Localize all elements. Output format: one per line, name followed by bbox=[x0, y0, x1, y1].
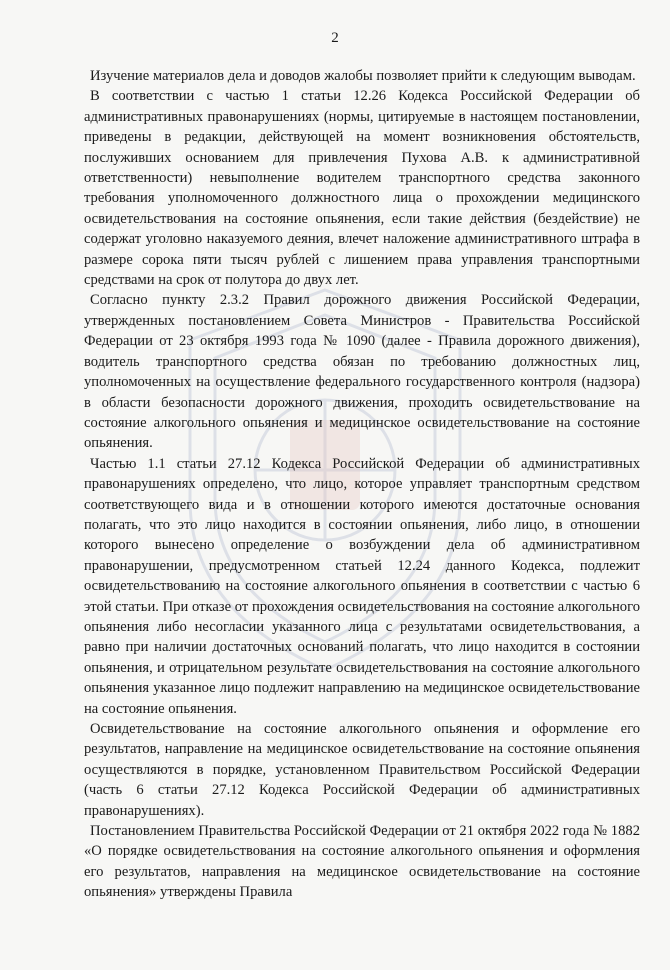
paragraph-6: Постановлением Правительства Российской Федерации от 21 октября 2022 года № 1882 «О порядке освидетельствования на состояние алкогольного опьянения и оформления его результатов, направления на медицинское освидетельствование на состояние опьянения» утверждены Правила bbox=[84, 823, 640, 901]
paragraph-1: Изучение материалов дела и доводов жалобы позволяет прийти к следующим выводам. bbox=[90, 68, 636, 84]
page-number: 2 bbox=[331, 30, 339, 46]
paragraph-3: Согласно пункту 2.3.2 Правил дорожного движения Российской Федерации, утвержденных постановлением Совета Министров - Правительства Российской Федерации от 23 октября 1993 года № 1090 (далее - Правила дорожного движения), водитель транспортного средства обязан по требованию должностных лиц, уполномоченных на осуществление федерального государственного контроля (надзора) в области безопасности дорожного движения, проходить освидетельствование на состояние алкогольного опьянения и медицинское освидетельствование на состояние опьянения. bbox=[84, 292, 640, 452]
paragraph-2: В соответствии с частью 1 статьи 12.26 Кодекса Российской Федерации об административных правонарушениях (нормы, цитируемые в настоящем постановлении, приведены в редакции, действующей на момент возникновения обстоятельств, послуживших основанием для привлечения Пухова А.В. к административной ответственности) невыполнение водителем транспортного средства законного требования уполномоченного должностного лица о прохождении медицинского освидетельствования на состояние опьянения, если такие действия (бездействие) не содержат уголовно наказуемого деяния, влечет наложение административного штрафа в размере сорока пяти тысяч рублей с лишением права управления транспортными средствами на срок от полутора до двух лет. bbox=[84, 88, 640, 289]
paragraph-4: Частью 1.1 статьи 27.12 Кодекса Российской Федерации об административных правонарушениях определено, что лицо, которое управляет транспортным средством соответствующего вида и в отношении которого имеются достаточные основания полагать, что это лицо находится в состоянии опьянения, либо лицо, в отношении которого вынесено определение о возбуждении дела об административном правонарушении, предусмотренном статьей 12.24 данного Кодекса, подлежит освидетельствованию на состояние алкогольного опьянения в соответствии с частью 6 этой статьи. При отказе от прохождения освидетельствования на состояние алкогольного опьянения либо несогласии указанного лица с результатами освидетельствования, а равно при наличии достаточных оснований полагать, что лицо находится в состоянии опьянения, и отрицательном результате освидетельствования на состояние алкогольного опьянения указанное лицо подлежит направлению на медицинское освидетельствование на состояние опьянения. bbox=[84, 455, 640, 717]
paragraph-5: Освидетельствование на состояние алкогольного опьянения и оформление его результатов, направление на медицинское освидетельствование на состояние опьянения осуществляются в порядке, установленном Правительством Российской Федерации (часть 6 статьи 27.12 Кодекса Российской Федерации об административных правонарушениях). bbox=[84, 721, 640, 819]
document-body bbox=[84, 66, 640, 903]
